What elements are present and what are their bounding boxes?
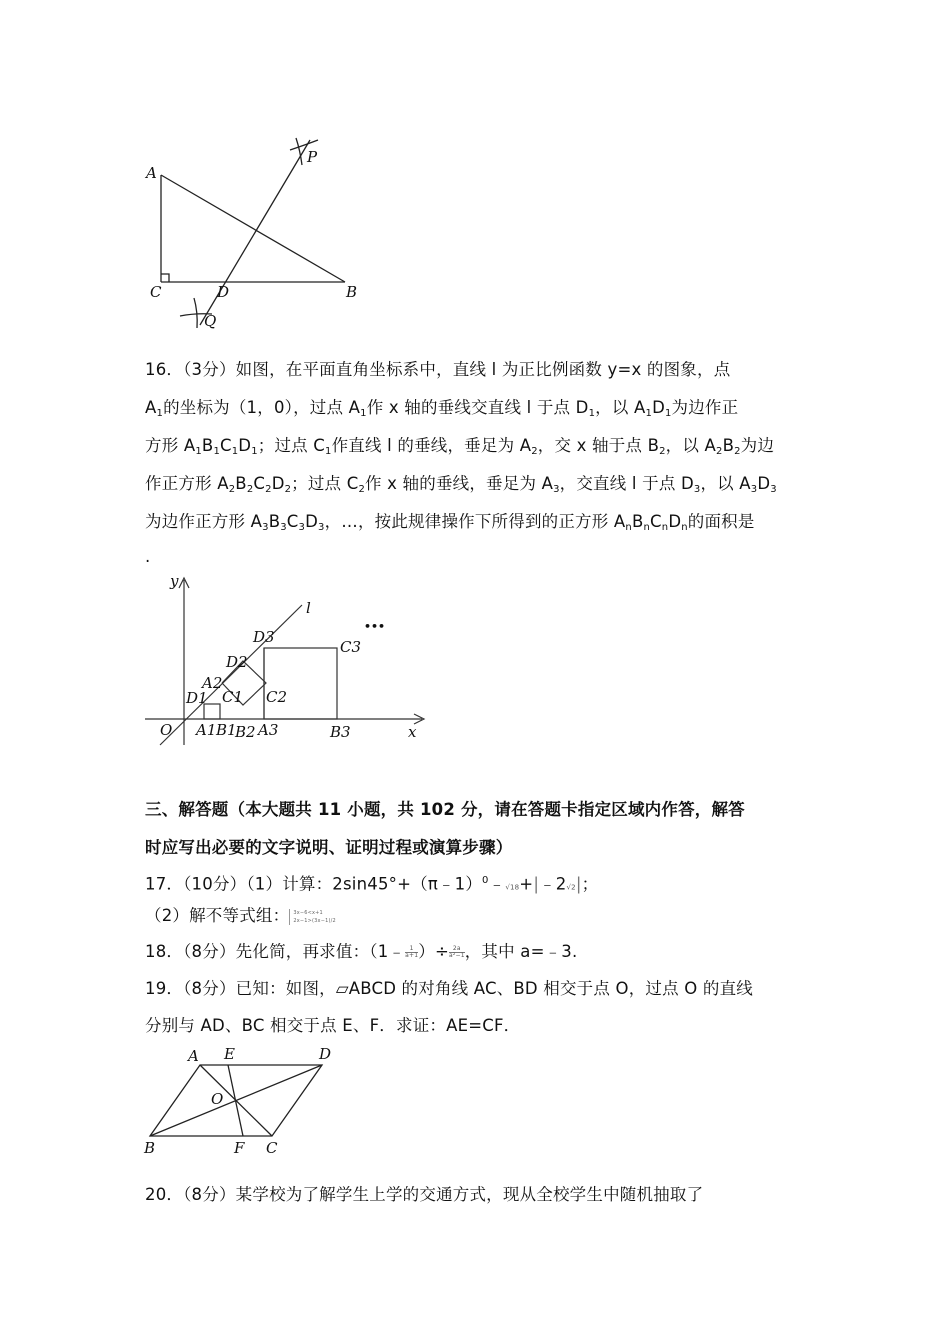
q17-number: 17． bbox=[145, 874, 184, 894]
frac1-den: a+1 bbox=[405, 952, 419, 959]
sqrt2-image: √2 bbox=[566, 883, 576, 892]
q20-score: （8分） bbox=[183, 1185, 236, 1204]
q16-text-4b: B bbox=[235, 474, 247, 493]
q16-text-5g: C bbox=[650, 512, 662, 531]
sub: 2 bbox=[531, 446, 538, 457]
sys-row-2: 2x−1>(3x−1)/2 bbox=[293, 917, 336, 924]
sub: 1 bbox=[156, 408, 164, 419]
label-c2: C2 bbox=[266, 688, 288, 706]
label-dots: ••• bbox=[364, 620, 386, 633]
abs-open: | bbox=[533, 874, 540, 894]
sub: 2 bbox=[265, 484, 272, 495]
q16-text-2e: D bbox=[652, 398, 665, 417]
q16-score: （3分） bbox=[183, 360, 236, 379]
label-o: O bbox=[211, 1090, 224, 1108]
label-b: B bbox=[346, 283, 358, 301]
sub: 1 bbox=[588, 408, 596, 419]
q20-number: 20． bbox=[145, 1185, 184, 1204]
label-a: A bbox=[188, 1047, 199, 1065]
q16-text-5a: 为边作正方形 A bbox=[145, 512, 263, 531]
sub: 2 bbox=[284, 484, 292, 495]
q16-text-4g: ，交直线 l 于点 D bbox=[559, 474, 694, 493]
sub: 3 bbox=[770, 484, 777, 495]
sys-row-1: 3x−6<x+1 bbox=[293, 909, 323, 916]
q16-answer-blank: . bbox=[145, 547, 151, 566]
sub: 3 bbox=[298, 522, 306, 533]
q16-text-3j: 为边 bbox=[740, 436, 775, 455]
q19-score: （8分） bbox=[183, 979, 236, 998]
label-p: P bbox=[307, 148, 318, 166]
label-a: A bbox=[146, 164, 157, 182]
label-c3: C3 bbox=[340, 638, 362, 656]
sub: 1 bbox=[195, 446, 202, 457]
sub: 3 bbox=[318, 522, 325, 533]
sqrt18-image: √18 bbox=[505, 883, 520, 892]
q16-text-3g: ，交 x 轴于点 B bbox=[537, 436, 660, 455]
q16-text-5f: B bbox=[631, 512, 644, 531]
label-b3: B3 bbox=[330, 723, 351, 741]
q18-text-b: ）÷ bbox=[418, 942, 449, 961]
sub: 1 bbox=[645, 408, 653, 419]
sub: 1 bbox=[664, 408, 672, 419]
label-y: y bbox=[170, 572, 179, 590]
q16-text-2b: 的坐标为（1，0），过点 A bbox=[163, 398, 361, 417]
sub: n bbox=[625, 522, 632, 533]
q16-text-5e: ，…，按此规律操作下所得到的正方形 A bbox=[324, 512, 626, 531]
section-3-heading-line2: 时应写出必要的文字说明、证明过程或演算步骤） bbox=[145, 838, 513, 857]
q16-text-4c: C bbox=[253, 474, 266, 493]
q16-text-3h: ，以 A bbox=[665, 436, 717, 455]
q18-score: （8分） bbox=[183, 942, 236, 961]
q16-text-3c: C bbox=[220, 436, 232, 455]
q20-line1 bbox=[145, 1183, 703, 1207]
q17-abs-inner: ﹣2 bbox=[539, 874, 567, 894]
sub: 1 bbox=[213, 446, 220, 457]
sub: 1 bbox=[251, 446, 258, 457]
q17-score: （10分） bbox=[183, 874, 247, 894]
q16-text-2a: A bbox=[145, 398, 157, 417]
q16-text-3i: B bbox=[722, 436, 735, 455]
sub: n bbox=[681, 522, 688, 533]
q19-text-1: 已知：如图，▱ABCD 的对角线 AC、BD 相交于点 O，过点 O 的直线 bbox=[235, 979, 753, 998]
q17-part2: （2）解不等式组： bbox=[145, 906, 290, 925]
sub: 2 bbox=[246, 484, 254, 495]
q16-text-4a: 作正方形 A bbox=[145, 474, 229, 493]
sub: 3 bbox=[693, 484, 701, 495]
sub: 2 bbox=[358, 484, 365, 495]
label-b: B bbox=[144, 1139, 156, 1157]
sub: 2 bbox=[228, 484, 236, 495]
label-a1: A1 bbox=[196, 721, 217, 739]
q17-part1: （1）计算：2sin45°+（π﹣1） bbox=[246, 874, 483, 894]
section-3-heading-line1: 三、解答题（本大题共 11 小题，共 102 分，请在答题卡指定区域内作答，解答 bbox=[145, 800, 745, 819]
sub: n bbox=[643, 522, 651, 533]
label-b1: B1 bbox=[216, 721, 237, 739]
q18-text-c: ，其中 a=﹣3. bbox=[464, 942, 578, 961]
label-d: D bbox=[217, 283, 230, 301]
exp-zero: 0 bbox=[482, 875, 489, 886]
label-q: Q bbox=[204, 312, 217, 330]
q20-text-1: 某学校为了解学生上学的交通方式，现从全校学生中随机抽取了 bbox=[235, 1185, 704, 1204]
label-b2: B2 bbox=[235, 723, 256, 741]
label-d2: D2 bbox=[226, 653, 248, 671]
q16-text-4i: D bbox=[757, 474, 771, 493]
q16-text-4e: ；过点 C bbox=[291, 474, 359, 493]
frac1-num: 1 bbox=[405, 946, 418, 953]
label-a3: A3 bbox=[258, 721, 279, 739]
q17-plus: + bbox=[519, 874, 534, 894]
label-c1: C1 bbox=[222, 688, 244, 706]
q16-text-1: 如图，在平面直角坐标系中，直线 l 为正比例函数 y=x 的图象，点 bbox=[235, 360, 731, 379]
q16-text-4h: ，以 A bbox=[700, 474, 751, 493]
sub: 3 bbox=[280, 522, 287, 533]
sub: 1 bbox=[325, 446, 332, 457]
q16-number: 16． bbox=[145, 360, 184, 379]
label-d3: D3 bbox=[253, 628, 275, 646]
frac2-num: 2a bbox=[449, 946, 465, 953]
sub: 2 bbox=[734, 446, 741, 457]
label-d1: D1 bbox=[186, 689, 208, 707]
sub: 3 bbox=[750, 484, 758, 495]
sub: 3 bbox=[553, 484, 560, 495]
q16-text-5i: 的面积是 bbox=[687, 512, 755, 531]
label-f: F bbox=[234, 1139, 245, 1157]
q16-text-3e: ；过点 C bbox=[257, 436, 326, 455]
q17-semicolon: ； bbox=[581, 874, 599, 894]
q18-text-a: 先化简，再求值：（1﹣ bbox=[235, 942, 406, 961]
q18-number: 18． bbox=[145, 942, 184, 961]
sub: 3 bbox=[262, 522, 269, 533]
q16-text-4f: 作 x 轴的垂线，垂足为 A bbox=[365, 474, 554, 493]
q19-number: 19． bbox=[145, 979, 184, 998]
label-x: x bbox=[408, 723, 417, 741]
sub: n bbox=[661, 522, 669, 533]
label-d: D bbox=[319, 1045, 332, 1063]
q16-text-5d: D bbox=[305, 512, 318, 531]
q19-line2: 分别与 AD、BC 相交于点 E、F．求证：AE=CF． bbox=[145, 1016, 521, 1035]
q16-text-5h: D bbox=[668, 512, 682, 531]
label-a2: A2 bbox=[202, 674, 223, 692]
q16-text-2f: 为边作正 bbox=[671, 398, 739, 417]
label-e: E bbox=[224, 1045, 235, 1063]
label-c: C bbox=[150, 283, 162, 301]
label-o: O bbox=[160, 721, 173, 739]
q16-text-4d: D bbox=[271, 474, 285, 493]
sub: 1 bbox=[231, 446, 239, 457]
q16-text-2c: 作 x 轴的垂线交直线 l 于点 D bbox=[366, 398, 589, 417]
q16-text-2d: ，以 A bbox=[595, 398, 646, 417]
q16-text-3b: B bbox=[201, 436, 214, 455]
sub: 2 bbox=[659, 446, 666, 457]
q16-text-5c: C bbox=[286, 512, 299, 531]
sub: 1 bbox=[360, 408, 367, 419]
sub: 2 bbox=[716, 446, 723, 457]
label-c: C bbox=[266, 1139, 278, 1157]
q16-text-3a: 方形 A bbox=[145, 436, 196, 455]
abs-close: | bbox=[575, 874, 582, 894]
segment-ef bbox=[228, 1065, 243, 1136]
q16-text-3d: D bbox=[238, 436, 252, 455]
q17-minus: ﹣ bbox=[488, 874, 506, 894]
frac2-den: a²−1 bbox=[448, 952, 465, 959]
label-l: l bbox=[306, 599, 311, 617]
q16-text-5b: B bbox=[268, 512, 281, 531]
q16-text-3f: 作直线 l 的垂线，垂足为 A bbox=[331, 436, 532, 455]
